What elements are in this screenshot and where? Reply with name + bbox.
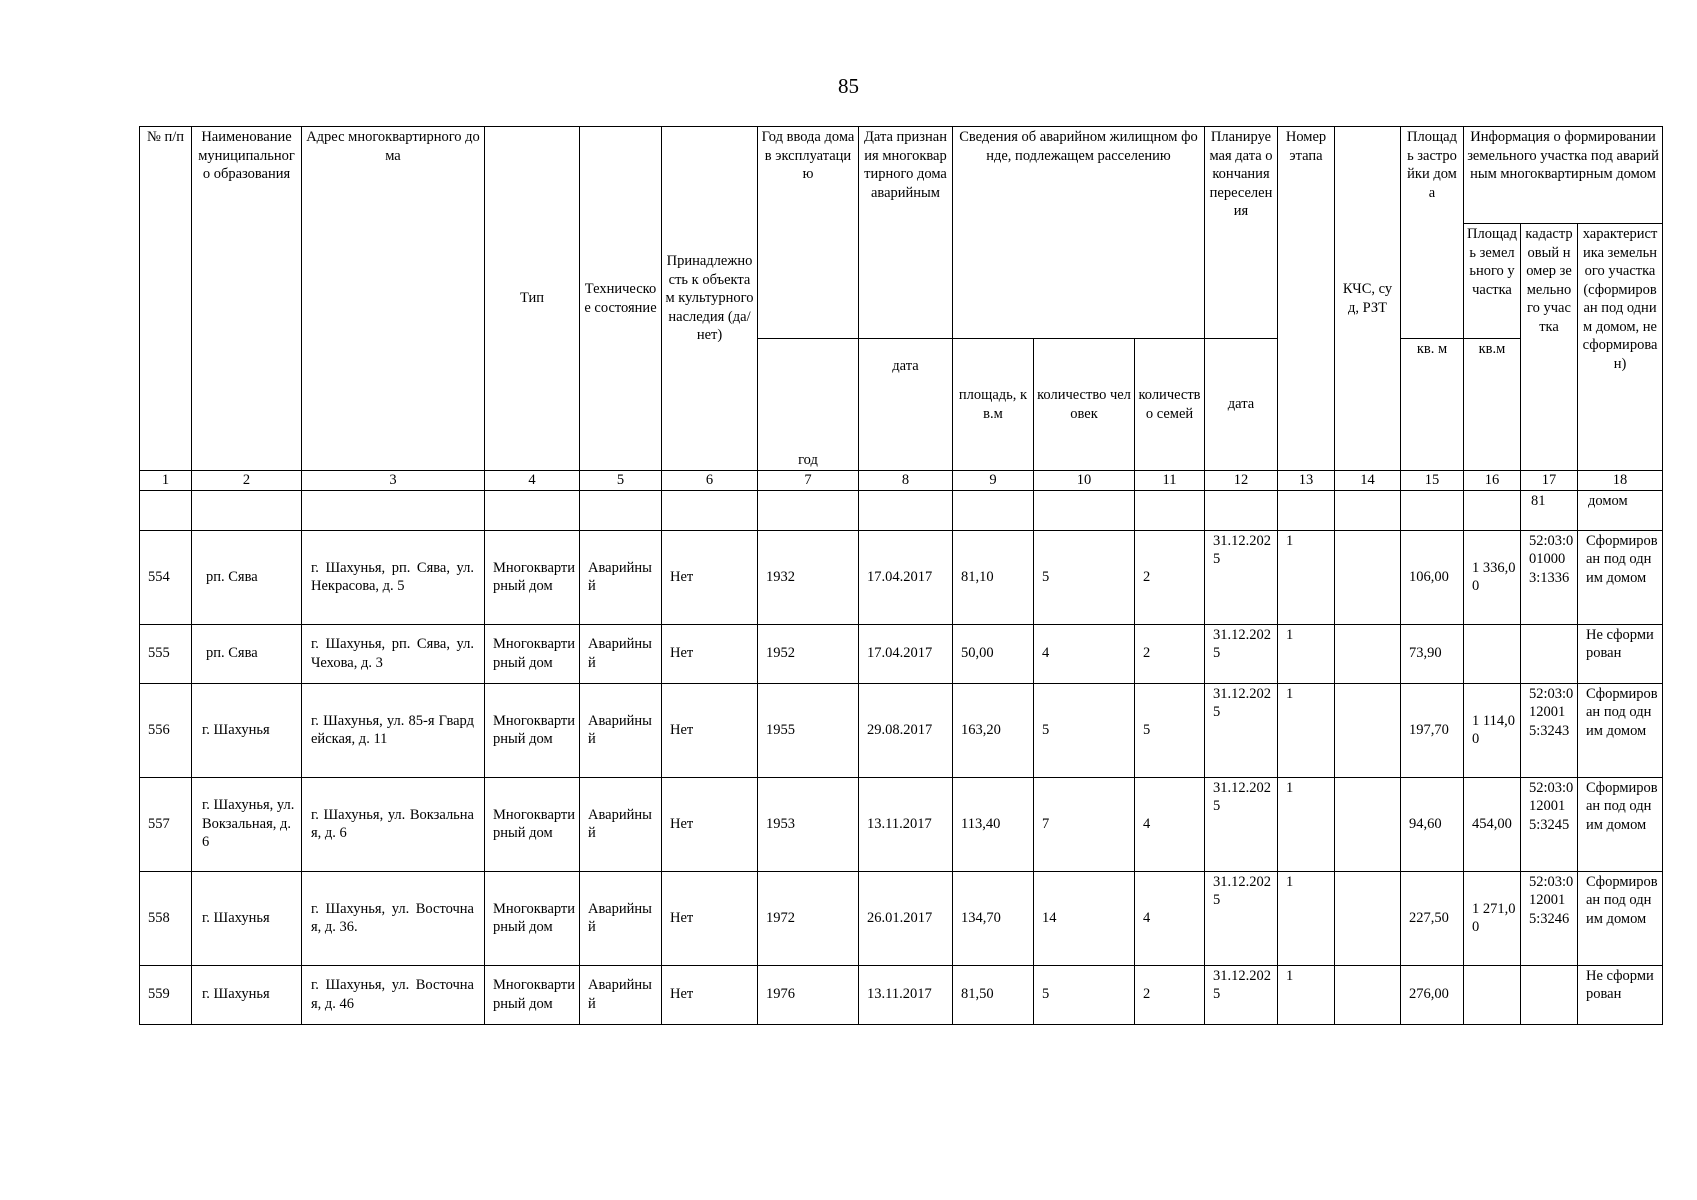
- column-number: 10: [1034, 471, 1135, 491]
- area-cell: 81,50: [953, 965, 1034, 1024]
- column-number: 7: [758, 471, 859, 491]
- header-num: № п/п: [140, 127, 192, 471]
- people-cell: 14: [1034, 871, 1135, 965]
- people-cell: 5: [1034, 530, 1135, 624]
- row-num: 554: [140, 530, 192, 624]
- column-number: 9: [953, 471, 1034, 491]
- state-cell: Аварийный: [580, 777, 662, 871]
- stage-cell: 1: [1278, 530, 1335, 624]
- families-cell: 2: [1135, 965, 1205, 1024]
- land-area-cell: 454,00: [1464, 777, 1521, 871]
- year-cell: 1953: [758, 777, 859, 871]
- year-cell: 1972: [758, 871, 859, 965]
- area-cell: 50,00: [953, 624, 1034, 683]
- address-cell: г. Шахунья, ул. 85-я Гвардейская, д. 11: [302, 683, 485, 777]
- kchs-cell: [1335, 965, 1401, 1024]
- emergency-housing-table: [139, 126, 1663, 1025]
- emergency-date-cell: 13.11.2017: [859, 965, 953, 1024]
- address-cell: г. Шахунья, ул. Вокзальная, д. 6: [302, 777, 485, 871]
- land-char-cell: Сформирован под одним домом: [1578, 530, 1663, 624]
- header-municipality: Наименование муниципального образования: [192, 127, 302, 471]
- table-row: [140, 683, 1663, 777]
- column-number: 12: [1205, 471, 1278, 491]
- type-cell: Многоквартирный дом: [485, 624, 580, 683]
- land-area-cell: 1 336,00: [1464, 530, 1521, 624]
- municipality-cell: рп. Сява: [192, 624, 302, 683]
- area-cell: 81,10: [953, 530, 1034, 624]
- stage-cell: 1: [1278, 624, 1335, 683]
- stage-cell: 1: [1278, 965, 1335, 1024]
- stage-cell: 1: [1278, 683, 1335, 777]
- header-area: площадь, кв.м: [953, 339, 1034, 471]
- heritage-cell: Нет: [662, 777, 758, 871]
- header-address: Адрес многоквартирного дома: [302, 127, 485, 471]
- families-cell: 2: [1135, 624, 1205, 683]
- municipality-cell: г. Шахунья: [192, 871, 302, 965]
- heritage-cell: Нет: [662, 530, 758, 624]
- emergency-date-cell: 13.11.2017: [859, 777, 953, 871]
- area-cell: 134,70: [953, 871, 1034, 965]
- header-people: количество человек: [1034, 339, 1135, 471]
- land-char-cell: Сформирован под одним домом: [1578, 777, 1663, 871]
- area-cell: 113,40: [953, 777, 1034, 871]
- page-number: 85: [838, 74, 859, 98]
- year-cell: 1976: [758, 965, 859, 1024]
- header-planned-date-sub: дата: [1205, 339, 1278, 471]
- header-year-sub: год: [758, 339, 859, 471]
- cadastre-cell: [1521, 965, 1578, 1024]
- families-cell: 2: [1135, 530, 1205, 624]
- row-num: 558: [140, 871, 192, 965]
- kchs-cell: [1335, 624, 1401, 683]
- year-cell: 1955: [758, 683, 859, 777]
- type-cell: Многоквартирный дом: [485, 683, 580, 777]
- column-number: 3: [302, 471, 485, 491]
- people-cell: 7: [1034, 777, 1135, 871]
- row-num: 557: [140, 777, 192, 871]
- header-families: количество семей: [1135, 339, 1205, 471]
- planned-date-cell: 31.12.2025: [1205, 624, 1278, 683]
- land-char-cell: Сформирован под одним домом: [1578, 683, 1663, 777]
- stage-cell: 1: [1278, 871, 1335, 965]
- column-number: 17: [1521, 471, 1578, 491]
- build-area-cell: 197,70: [1401, 683, 1464, 777]
- row-num: 556: [140, 683, 192, 777]
- cadastre-cell: 52:03:0120015:3246: [1521, 871, 1578, 965]
- row-num: 559: [140, 965, 192, 1024]
- year-cell: 1932: [758, 530, 859, 624]
- header-land-area: Площадь земельного участка: [1464, 224, 1521, 339]
- build-area-cell: 276,00: [1401, 965, 1464, 1024]
- people-cell: 5: [1034, 683, 1135, 777]
- planned-date-cell: 31.12.2025: [1205, 683, 1278, 777]
- planned-date-cell: 31.12.2025: [1205, 777, 1278, 871]
- column-number: 6: [662, 471, 758, 491]
- address-cell: г. Шахунья, рп. Сява, ул. Некрасова, д. 5: [302, 530, 485, 624]
- planned-date-cell: 31.12.2025: [1205, 530, 1278, 624]
- year-cell: 1952: [758, 624, 859, 683]
- cadastre-cell: 52:03:0010003:1336: [1521, 530, 1578, 624]
- municipality-cell: г. Шахунья: [192, 965, 302, 1024]
- row-num: 555: [140, 624, 192, 683]
- header-emergency-date: Дата признания многоквартирного дома аварийным: [859, 127, 953, 339]
- cadastre-cell: 81: [1521, 490, 1578, 530]
- emergency-date-cell: 17.04.2017: [859, 624, 953, 683]
- column-number: 2: [192, 471, 302, 491]
- header-type: Тип: [485, 127, 580, 471]
- build-area-cell: 94,60: [1401, 777, 1464, 871]
- address-cell: г. Шахунья, ул. Восточная, д. 46: [302, 965, 485, 1024]
- address-cell: г. Шахунья, рп. Сява, ул. Чехова, д. 3: [302, 624, 485, 683]
- families-cell: 4: [1135, 777, 1205, 871]
- municipality-cell: рп. Сява: [192, 530, 302, 624]
- column-number: 1: [140, 471, 192, 491]
- heritage-cell: Нет: [662, 965, 758, 1024]
- state-cell: Аварийный: [580, 871, 662, 965]
- header-land-group: Информация о формировании земельного участка под аварийным многоквартирным домом: [1464, 127, 1663, 224]
- header-land-area-unit: кв.м: [1464, 339, 1521, 471]
- column-number: 11: [1135, 471, 1205, 491]
- header-build-area-unit: кв. м: [1401, 339, 1464, 471]
- emergency-date-cell: 17.04.2017: [859, 530, 953, 624]
- table-row: [140, 965, 1663, 1024]
- address-cell: г. Шахунья, ул. Восточная, д. 36.: [302, 871, 485, 965]
- cadastre-cell: 52:03:0120015:3245: [1521, 777, 1578, 871]
- municipality-cell: г. Шахунья, ул. Вокзальная, д. 6: [192, 777, 302, 871]
- kchs-cell: [1335, 530, 1401, 624]
- header-land-char: характеристика земельного участка (сформирован под одним домом, не сформирован): [1578, 224, 1663, 471]
- header-build-area: Площадь застройки дома: [1401, 127, 1464, 339]
- table-row: [140, 530, 1663, 624]
- state-cell: Аварийный: [580, 965, 662, 1024]
- column-number: 5: [580, 471, 662, 491]
- column-number: 16: [1464, 471, 1521, 491]
- land-area-cell: 1 271,00: [1464, 871, 1521, 965]
- state-cell: Аварийный: [580, 530, 662, 624]
- build-area-cell: 106,00: [1401, 530, 1464, 624]
- column-number: 4: [485, 471, 580, 491]
- header-date-sub: дата: [859, 339, 953, 471]
- families-cell: 4: [1135, 871, 1205, 965]
- heritage-cell: Нет: [662, 683, 758, 777]
- header-stage: Номер этапа: [1278, 127, 1335, 471]
- families-cell: 5: [1135, 683, 1205, 777]
- kchs-cell: [1335, 683, 1401, 777]
- header-year-commissioned: Год ввода дома в эксплуатацию: [758, 127, 859, 339]
- column-number: 13: [1278, 471, 1335, 491]
- build-area-cell: 73,90: [1401, 624, 1464, 683]
- type-cell: Многоквартирный дом: [485, 871, 580, 965]
- emergency-date-cell: 29.08.2017: [859, 683, 953, 777]
- land-area-cell: 1 114,00: [1464, 683, 1521, 777]
- area-cell: 163,20: [953, 683, 1034, 777]
- land-char-cell: домом: [1578, 490, 1663, 530]
- header-heritage: Принадлежность к объектам культурного наследия (да/нет): [662, 127, 758, 471]
- column-number: 14: [1335, 471, 1401, 491]
- planned-date-cell: 31.12.2025: [1205, 965, 1278, 1024]
- column-number: 18: [1578, 471, 1663, 491]
- table-row: [140, 777, 1663, 871]
- header-emergency-fund-group: Сведения об аварийном жилищном фонде, подлежащем расселению: [953, 127, 1205, 339]
- table-row: [140, 871, 1663, 965]
- header-kchs: КЧС, суд, РЗТ: [1335, 127, 1401, 471]
- people-cell: 5: [1034, 965, 1135, 1024]
- table-row: [140, 624, 1663, 683]
- heritage-cell: Нет: [662, 871, 758, 965]
- cadastre-cell: 52:03:0120015:3243: [1521, 683, 1578, 777]
- stage-cell: 1: [1278, 777, 1335, 871]
- state-cell: Аварийный: [580, 683, 662, 777]
- municipality-cell: г. Шахунья: [192, 683, 302, 777]
- land-area-cell: [1464, 624, 1521, 683]
- emergency-date-cell: 26.01.2017: [859, 871, 953, 965]
- land-char-cell: Сформирован под одним домом: [1578, 871, 1663, 965]
- type-cell: Многоквартирный дом: [485, 530, 580, 624]
- land-char-cell: Не сформирован: [1578, 965, 1663, 1024]
- build-area-cell: 227,50: [1401, 871, 1464, 965]
- land-area-cell: [1464, 965, 1521, 1024]
- cadastre-cell: [1521, 624, 1578, 683]
- kchs-cell: [1335, 871, 1401, 965]
- state-cell: Аварийный: [580, 624, 662, 683]
- people-cell: 4: [1034, 624, 1135, 683]
- type-cell: Многоквартирный дом: [485, 777, 580, 871]
- heritage-cell: Нет: [662, 624, 758, 683]
- planned-date-cell: 31.12.2025: [1205, 871, 1278, 965]
- header-planned-date: Планируемая дата окончания переселения: [1205, 127, 1278, 339]
- kchs-cell: [1335, 777, 1401, 871]
- land-char-cell: Не сформирован: [1578, 624, 1663, 683]
- continuation-row: [140, 490, 1663, 530]
- column-number: 15: [1401, 471, 1464, 491]
- header-cadastre: кадастровый номер земельного участка: [1521, 224, 1578, 471]
- column-number: 8: [859, 471, 953, 491]
- header-tech-state: Техническое состояние: [580, 127, 662, 471]
- type-cell: Многоквартирный дом: [485, 965, 580, 1024]
